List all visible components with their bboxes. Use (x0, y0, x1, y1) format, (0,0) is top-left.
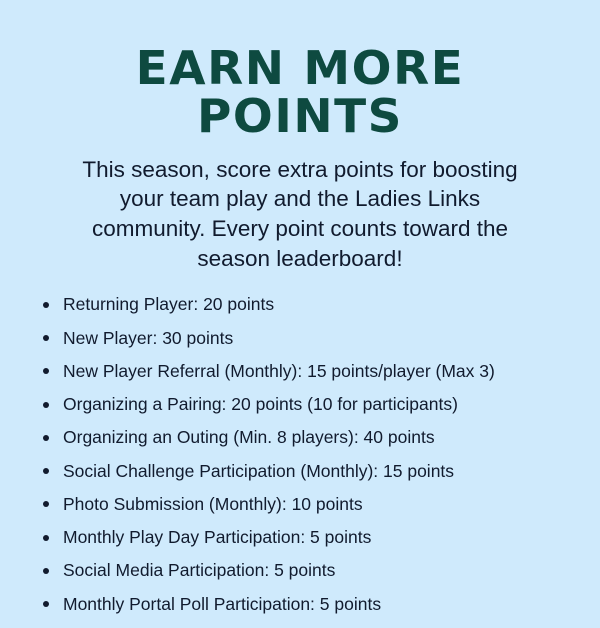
bullet-icon (43, 335, 49, 341)
bullet-icon (43, 535, 49, 541)
bullet-icon (43, 601, 49, 607)
list-item-label: Social Challenge Participation (Monthly): 15 points (63, 460, 455, 481)
list-item-label: Monthly Portal Poll Participation: 5 points (63, 593, 382, 614)
points-list (19, 295, 581, 628)
bullet-icon (43, 368, 49, 374)
list-item-label: Organizing a Pairing: 20 points (10 for participants) (63, 394, 458, 415)
bullet-icon (43, 568, 49, 574)
list-item-label: Monthly Play Day Participation: 5 points (63, 527, 372, 548)
bullet-icon (43, 435, 49, 441)
list-item (41, 295, 581, 314)
list-item (41, 495, 581, 514)
list-item (41, 528, 581, 547)
list-item-label: New Player: 30 points (63, 327, 234, 348)
bullet-icon (43, 501, 49, 507)
list-item (41, 395, 581, 414)
list-item (41, 428, 581, 447)
list-item-label: Organizing an Outing (Min. 8 players): 40 points (63, 427, 435, 448)
list-item-label: New Player Referral (Monthly): 15 points/player (Max 3) (63, 360, 495, 381)
list-item-label: Photo Submission (Monthly): 10 points (63, 493, 363, 514)
list-item (41, 595, 581, 614)
intro-paragraph: This season, score extra points for boosting your team play and the Ladies Links community. Every point counts toward the season leaderboard! (82, 156, 518, 271)
bullet-icon (43, 468, 49, 474)
bullet-icon (43, 302, 49, 308)
list-item (41, 362, 581, 381)
bullet-icon (43, 402, 49, 408)
list-item-label: Returning Player: 20 points (63, 294, 275, 315)
list-item (41, 561, 581, 580)
list-item-label: Social Media Participation: 5 points (63, 560, 336, 581)
list-item (41, 329, 581, 348)
page-title: EARN MORE POINTS (135, 41, 465, 144)
list-item (41, 462, 581, 481)
